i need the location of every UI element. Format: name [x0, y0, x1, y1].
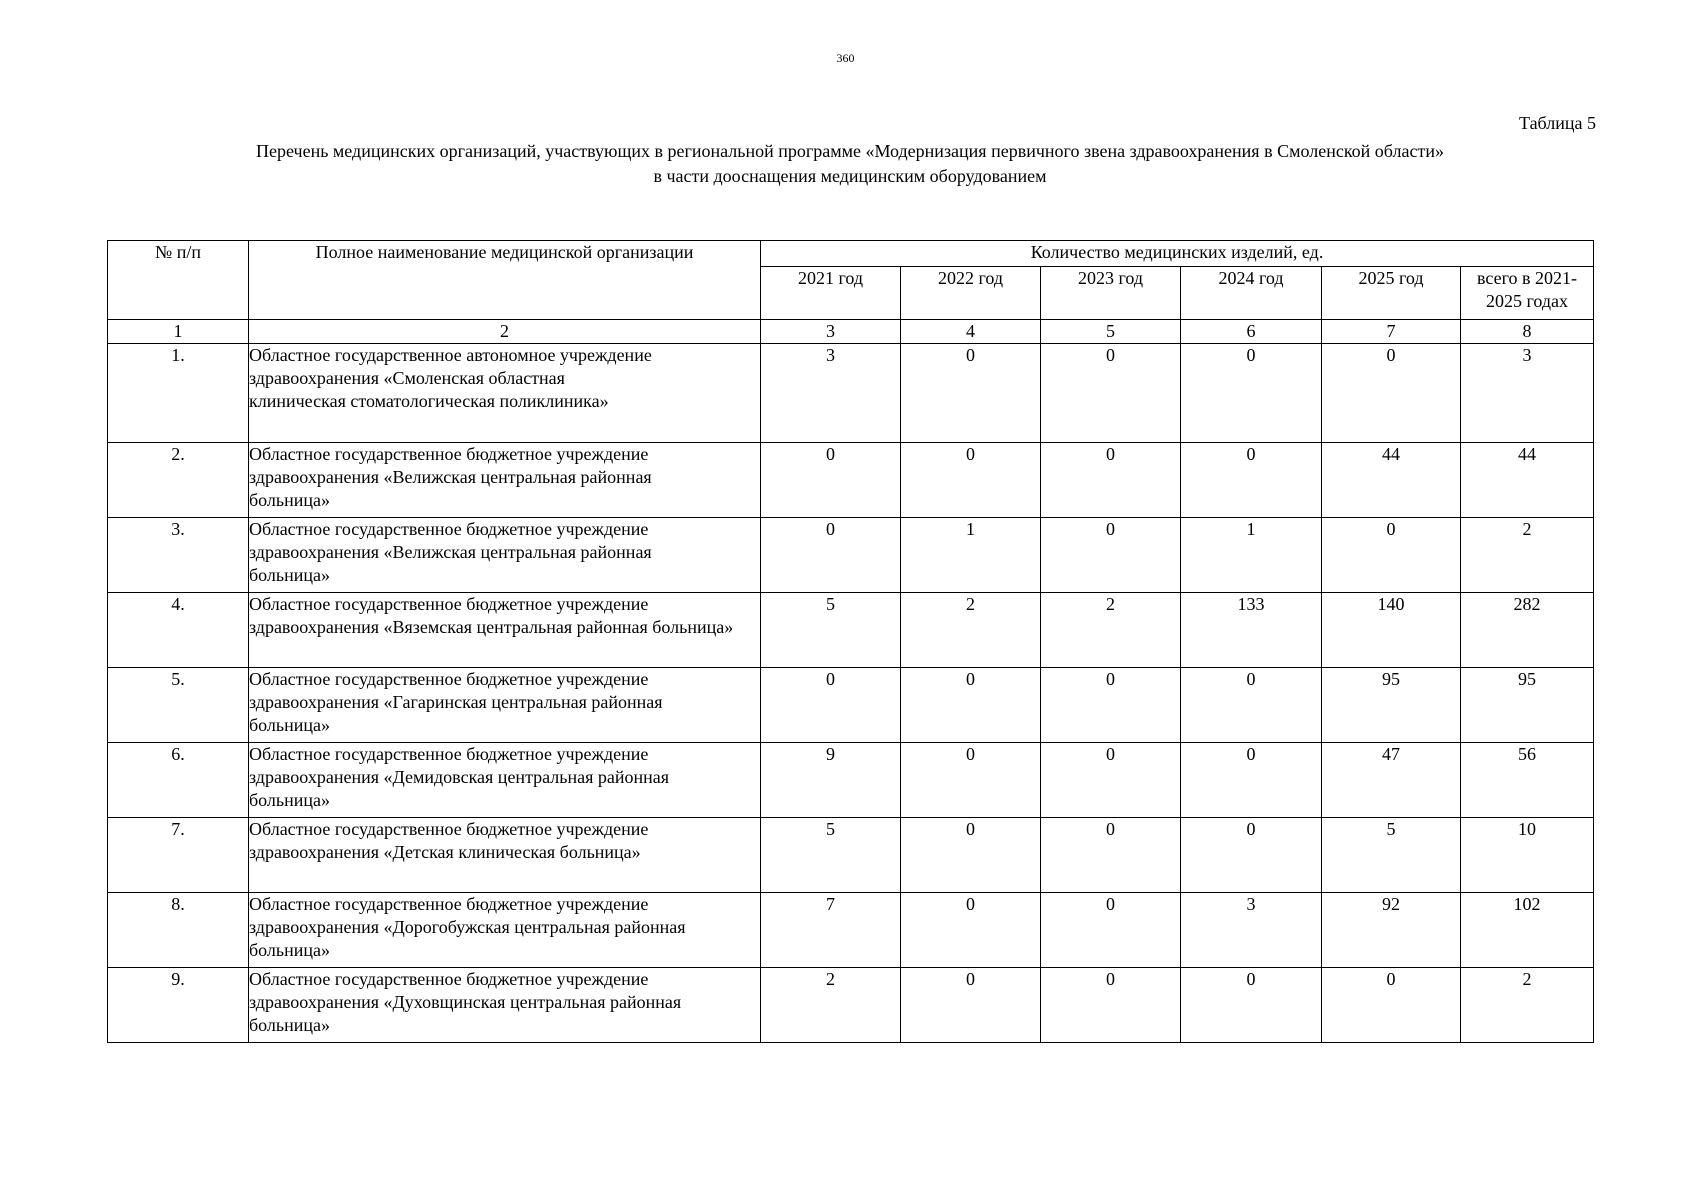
org-name-cell	[249, 443, 761, 518]
org-name-cell	[249, 893, 761, 968]
org-name-line: здравоохранения «Демидовская центральная районная	[249, 767, 670, 787]
value-2025: 5	[1322, 818, 1461, 893]
value-2022: 0	[901, 818, 1041, 893]
value-2023: 0	[1041, 893, 1181, 968]
org-name-line: Областное государственное автономное учреждение	[249, 345, 652, 365]
value-2024: 0	[1181, 668, 1322, 743]
value-2021: 9	[761, 743, 901, 818]
header-total-line-2: 2025 годах	[1485, 291, 1569, 312]
value-2021: 5	[761, 818, 901, 893]
org-name-line: больница»	[249, 1015, 330, 1035]
org-name-line: больница»	[249, 565, 330, 585]
value-2022: 0	[901, 893, 1041, 968]
value-2024: 0	[1181, 344, 1322, 443]
value-2025: 44	[1322, 443, 1461, 518]
row-number: 7.	[108, 818, 249, 893]
value-2025: 0	[1322, 518, 1461, 593]
value-2024: 133	[1181, 593, 1322, 668]
organizations-table	[107, 240, 1594, 1043]
value-total: 95	[1461, 668, 1594, 743]
org-name-cell	[249, 818, 761, 893]
org-name-line: здравоохранения «Гагаринская центральная районная	[249, 692, 663, 712]
value-2025: 140	[1322, 593, 1461, 668]
page-number: 360	[836, 51, 855, 65]
table-row	[108, 893, 1594, 968]
value-2021: 3	[761, 344, 901, 443]
value-2023: 0	[1041, 518, 1181, 593]
row-number: 9.	[108, 968, 249, 1043]
column-number: 6	[1181, 320, 1322, 344]
value-2024: 3	[1181, 893, 1322, 968]
value-2024: 0	[1181, 443, 1322, 518]
column-number: 7	[1322, 320, 1461, 344]
table-header	[108, 241, 1594, 320]
value-2023: 0	[1041, 443, 1181, 518]
value-2025: 0	[1322, 344, 1461, 443]
org-name-line: Областное государственное бюджетное учреждение	[249, 594, 649, 614]
document-title-line-1: Перечень медицинских организаций, участвующих в региональной программе «Модернизация первичного звена здравоохранения в Смоленской области»	[256, 141, 1444, 161]
value-2024: 0	[1181, 968, 1322, 1043]
column-number: 5	[1041, 320, 1181, 344]
value-total: 2	[1461, 518, 1594, 593]
value-2024: 0	[1181, 818, 1322, 893]
row-number: 3.	[108, 518, 249, 593]
value-total: 10	[1461, 818, 1594, 893]
table-row	[108, 518, 1594, 593]
value-2023: 0	[1041, 818, 1181, 893]
value-2024: 0	[1181, 743, 1322, 818]
value-2022: 0	[901, 743, 1041, 818]
row-number: 4.	[108, 593, 249, 668]
document-title	[160, 139, 1540, 189]
table-row	[108, 968, 1594, 1043]
column-number: 2	[249, 320, 761, 344]
value-total: 56	[1461, 743, 1594, 818]
value-2021: 0	[761, 668, 901, 743]
header-total-line-1: всего в 2021-	[1476, 268, 1578, 289]
value-2021: 0	[761, 443, 901, 518]
value-total: 282	[1461, 593, 1594, 668]
org-name-line: здравоохранения «Духовщинская центральная районная	[249, 992, 682, 1012]
org-name-line: Областное государственное бюджетное учреждение	[249, 744, 649, 764]
org-name-cell	[249, 743, 761, 818]
org-name-line: Областное государственное бюджетное учреждение	[249, 969, 649, 989]
value-2021: 2	[761, 968, 901, 1043]
value-2021: 5	[761, 593, 901, 668]
org-name-cell	[249, 518, 761, 593]
org-name-line: Областное государственное бюджетное учреждение	[249, 519, 649, 539]
table-row	[108, 344, 1594, 443]
column-number: 4	[901, 320, 1041, 344]
value-total: 3	[1461, 344, 1594, 443]
org-name-line: здравоохранения «Смоленская областная	[249, 368, 565, 388]
value-2022: 0	[901, 344, 1041, 443]
column-number: 8	[1461, 320, 1594, 344]
header-year-2024: 2024 год	[1181, 267, 1322, 320]
org-name-line: здравоохранения «Велижская центральная районная	[249, 542, 652, 562]
org-name-line: клиническая стоматологическая поликлиника»	[249, 391, 609, 411]
header-org-name: Полное наименование медицинской организации	[249, 241, 761, 320]
column-numbers-row	[108, 320, 1594, 344]
org-name-line: Областное государственное бюджетное учреждение	[249, 894, 649, 914]
org-name-line: Областное государственное бюджетное учреждение	[249, 819, 649, 839]
value-total: 102	[1461, 893, 1594, 968]
value-2022: 0	[901, 443, 1041, 518]
value-2025: 95	[1322, 668, 1461, 743]
value-total: 2	[1461, 968, 1594, 1043]
table-row	[108, 743, 1594, 818]
org-name-line: больница»	[249, 715, 330, 735]
org-name-line: Областное государственное бюджетное учреждение	[249, 444, 649, 464]
org-name-cell	[249, 968, 761, 1043]
row-number: 2.	[108, 443, 249, 518]
table-row	[108, 668, 1594, 743]
org-name-line: больница»	[249, 490, 330, 510]
row-number: 1.	[108, 344, 249, 443]
header-year-2022: 2022 год	[901, 267, 1041, 320]
document-title-line-2: в части дооснащения медицинским оборудованием	[653, 166, 1047, 186]
value-2022: 0	[901, 668, 1041, 743]
value-2021: 7	[761, 893, 901, 968]
value-2025: 47	[1322, 743, 1461, 818]
header-year-2025: 2025 год	[1322, 267, 1461, 320]
org-name-line: здравоохранения «Дорогобужская центральная районная	[249, 917, 686, 937]
value-2025: 92	[1322, 893, 1461, 968]
value-2023: 0	[1041, 668, 1181, 743]
value-2023: 0	[1041, 968, 1181, 1043]
header-quantity: Количество медицинских изделий, ед.	[761, 241, 1594, 267]
value-total: 44	[1461, 443, 1594, 518]
row-number: 6.	[108, 743, 249, 818]
org-name-line: здравоохранения «Велижская центральная районная	[249, 467, 652, 487]
value-2022: 1	[901, 518, 1041, 593]
org-name-cell	[249, 668, 761, 743]
table-row	[108, 443, 1594, 518]
value-2023: 2	[1041, 593, 1181, 668]
header-year-2021: 2021 год	[761, 267, 901, 320]
row-number: 5.	[108, 668, 249, 743]
value-2021: 0	[761, 518, 901, 593]
header-year-2023: 2023 год	[1041, 267, 1181, 320]
org-name-line: больница»	[249, 790, 330, 810]
table-body	[108, 320, 1594, 1043]
header-np: № п/п	[108, 241, 249, 320]
row-number: 8.	[108, 893, 249, 968]
value-2023: 0	[1041, 344, 1181, 443]
value-2025: 0	[1322, 968, 1461, 1043]
value-2022: 2	[901, 593, 1041, 668]
org-name-line: больница»	[249, 940, 330, 960]
org-name-line: Областное государственное бюджетное учреждение	[249, 669, 649, 689]
value-2022: 0	[901, 968, 1041, 1043]
column-number: 1	[108, 320, 249, 344]
value-2023: 0	[1041, 743, 1181, 818]
org-name-line: здравоохранения «Вяземская центральная районная больница»	[249, 617, 734, 637]
table-row	[108, 593, 1594, 668]
table-row	[108, 818, 1594, 893]
value-2024: 1	[1181, 518, 1322, 593]
org-name-cell	[249, 593, 761, 668]
header-total	[1461, 267, 1594, 320]
org-name-line: здравоохранения «Детская клиническая больница»	[249, 842, 641, 862]
org-name-cell	[249, 344, 761, 443]
column-number: 3	[761, 320, 901, 344]
table-label: Таблица 5	[1519, 113, 1596, 133]
